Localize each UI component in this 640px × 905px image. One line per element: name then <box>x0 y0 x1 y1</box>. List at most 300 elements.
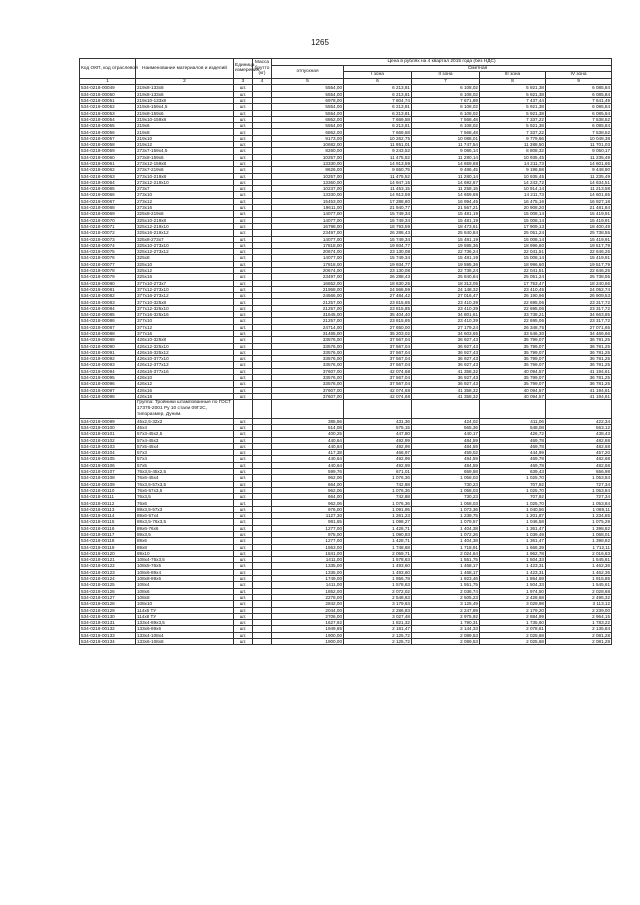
okp-code-cell: 534-0218-00125 <box>80 582 136 588</box>
item-name-cell: 273х10 <box>136 192 234 198</box>
zone4-price-cell: 7 538,52 <box>546 116 612 122</box>
zone2-price-cell: 11 747,54 <box>412 142 480 148</box>
unit-cell: шт. <box>234 437 253 443</box>
zone3-price-cell: 15 008,14 <box>480 236 546 242</box>
zone2-price-cell: 1 079,57 <box>412 519 480 525</box>
unit-cell: шт. <box>234 293 253 299</box>
okp-code-cell: 534-0218-00122 <box>80 563 136 569</box>
item-name-cell: 325х10-219х8 <box>136 217 234 223</box>
okp-code-cell: 534-0218-00078 <box>80 267 136 273</box>
col-number: 2 <box>136 78 234 85</box>
unit-cell: шт. <box>234 255 253 261</box>
okp-code-cell: 534-0218-00119 <box>80 544 136 550</box>
zone4-price-cell: 1 462,36 <box>546 569 612 575</box>
zone1-price-cell: 37 567,04 <box>344 356 412 362</box>
okp-code-cell: 534-0218-00092 <box>80 356 136 362</box>
zone1-price-cell: 17 288,80 <box>344 198 412 204</box>
zone3-price-cell: 1 504,33 <box>480 557 546 563</box>
zone1-price-cell: 1 956,78 <box>344 576 412 582</box>
zone4-price-cell: 11 235,49 <box>546 173 612 179</box>
release-price-cell: 440,64 <box>272 443 344 449</box>
zone4-price-cell: 11 235,49 <box>546 154 612 160</box>
unit-cell: шт. <box>234 198 253 204</box>
okp-code-cell: 534-0218-00059 <box>80 148 136 154</box>
zone4-price-cell: 2 239,00 <box>546 607 612 613</box>
zone4-price-cell: 1 545,61 <box>546 582 612 588</box>
okp-code-cell: 534-0218-00094 <box>80 368 136 374</box>
unit-cell: шт. <box>234 468 253 474</box>
unit-cell: шт. <box>234 274 253 280</box>
zone2-price-cell: 21 567,21 <box>412 205 480 211</box>
zone2-price-cell: 23 410,39 <box>412 305 480 311</box>
zone2-price-cell: 1 551,75 <box>412 582 480 588</box>
table-header <box>80 59 612 85</box>
zone1-price-cell: 26 288,43 <box>344 230 412 236</box>
zone4-price-cell: 1 075,29 <box>546 519 612 525</box>
zone4-price-cell: 21 481,84 <box>546 205 612 211</box>
zone2-price-cell: 3 125,49 <box>412 601 480 607</box>
zone1-price-cell: 35 404,40 <box>344 312 412 318</box>
release-price-cell: 19611,00 <box>272 205 344 211</box>
release-price-cell: 385,56 <box>272 418 344 424</box>
release-price-cell: 1627,92 <box>272 620 344 626</box>
okp-code-cell: 534-0218-00067 <box>80 198 136 204</box>
release-price-cell: 33576,00 <box>272 375 344 381</box>
unit-cell: шт. <box>234 538 253 544</box>
item-name-cell: 76х3,5-45х2,5 <box>136 468 234 474</box>
item-name-cell: 273х16 <box>136 205 234 211</box>
item-name-cell: 377х10 <box>136 318 234 324</box>
item-name-cell: 273х7 <box>136 186 234 192</box>
okp-code-cell: 534-0218-00112 <box>80 500 136 506</box>
zone3-price-cell: 2 179,20 <box>480 607 546 613</box>
unit-cell: шт. <box>234 519 253 525</box>
zone2-price-cell: 484,59 <box>412 443 480 449</box>
zone3-price-cell: 9 779,66 <box>480 135 546 141</box>
zone3-price-cell: 26 348,75 <box>480 324 546 330</box>
release-price-cell: 33576,00 <box>272 356 344 362</box>
release-price-cell: 10237,00 <box>272 186 344 192</box>
zone2-price-cell: 36 927,43 <box>412 381 480 387</box>
item-name-cell: 219х12 <box>136 142 234 148</box>
unit-cell: шт. <box>234 582 253 588</box>
release-price-cell: 440,64 <box>272 437 344 443</box>
zone4-price-cell: 1 462,36 <box>546 563 612 569</box>
okp-code-cell: 534-0218-00104 <box>80 450 136 456</box>
zone2-price-cell: 7 671,89 <box>412 97 480 103</box>
zone4-price-cell: 36 781,25 <box>546 375 612 381</box>
item-name-cell: 219х10-133х8 <box>136 97 234 103</box>
okp-code-cell: 534-0218-00121 <box>80 557 136 563</box>
zone1-price-cell: 11 453,15 <box>344 186 412 192</box>
unit-cell: шт. <box>234 217 253 223</box>
zone4-price-cell: 22 646,25 <box>546 249 612 255</box>
okp-code-cell: 534-0218-00113 <box>80 506 136 512</box>
release-price-cell: 21257,00 <box>272 318 344 324</box>
okp-code-cell: 534-0218-00109 <box>80 481 136 487</box>
okp-code-cell: 534-0218-00065 <box>80 186 136 192</box>
release-price-cell: 1335,00 <box>272 569 344 575</box>
item-name-cell: 219х6-159х4,5 <box>136 104 234 110</box>
group-section <box>80 400 612 418</box>
zone2-price-cell: 1 404,38 <box>412 525 480 531</box>
zone2-price-cell: 2 144,33 <box>412 626 480 632</box>
zone3-price-cell: 444,99 <box>480 450 546 456</box>
zone3-price-cell: 35 799,07 <box>480 375 546 381</box>
unit-cell: шт. <box>234 160 253 166</box>
zone2-price-cell: 440,17 <box>412 431 480 437</box>
zone4-price-cell: 6 085,84 <box>546 123 612 129</box>
zone4-price-cell: 482,68 <box>546 437 612 443</box>
zone3-price-cell: 1 974,50 <box>480 588 546 594</box>
zone3-price-cell: 2 078,81 <box>480 626 546 632</box>
zone1-price-cell: 42 074,68 <box>344 368 412 374</box>
zone1-price-cell: 15 749,34 <box>344 217 412 223</box>
unit-cell: шт. <box>234 97 253 103</box>
item-name-cell: 273х7-219х6 <box>136 167 234 173</box>
zone3-price-cell: 33 738,21 <box>480 312 546 318</box>
zone1-price-cell: 466,97 <box>344 450 412 456</box>
release-price-cell: 1900,00 <box>272 639 344 645</box>
release-price-cell: 14077,00 <box>272 255 344 261</box>
zone1-price-cell: 21 940,77 <box>344 205 412 211</box>
okp-code-cell: 534-0218-00075 <box>80 249 136 255</box>
zone3-price-cell: 2 884,99 <box>480 613 546 619</box>
okp-code-cell: 534-0218-00077 <box>80 261 136 267</box>
zone2-price-cell: 7 568,48 <box>412 129 480 135</box>
zone3-price-cell: 23 410,45 <box>480 286 546 292</box>
zone2-price-cell: 36 927,43 <box>412 349 480 355</box>
zone2-price-cell: 15 481,19 <box>412 255 480 261</box>
release-price-cell: 1900,00 <box>272 632 344 638</box>
item-name-cell: 426х18 <box>136 393 234 399</box>
zone4-price-cell: 457,20 <box>546 450 612 456</box>
zone4-price-cell: 563,12 <box>546 424 612 430</box>
zone3-price-cell: 22 695,06 <box>480 318 546 324</box>
release-price-cell: 417,38 <box>272 450 344 456</box>
zone2-price-cell: 15 481,19 <box>412 236 480 242</box>
zone2-price-cell: 14 659,68 <box>412 192 480 198</box>
zone2-price-cell: 23 410,39 <box>412 299 480 305</box>
zone3-price-cell: 35 799,07 <box>480 343 546 349</box>
okp-code-cell: 534-0218-00114 <box>80 513 136 519</box>
release-price-cell: 17818,00 <box>272 242 344 248</box>
unit-cell: шт. <box>234 236 253 242</box>
zone3-price-cell: 25 051,24 <box>480 274 546 280</box>
zone2-price-cell: 565,36 <box>412 424 480 430</box>
okp-code-cell: 534-0218-00081 <box>80 286 136 292</box>
zone3-price-cell: 20 908,20 <box>480 205 546 211</box>
zone4-price-cell: 23 317,72 <box>546 318 612 324</box>
zone1-price-cell: 2 059,71 <box>344 550 412 556</box>
header-code: Код ОКП, код отраслевой <box>80 59 136 79</box>
okp-code-cell: 534-0218-00131 <box>80 620 136 626</box>
zone3-price-cell: 3 029,98 <box>480 601 546 607</box>
unit-cell: шт. <box>234 443 253 449</box>
unit-cell: шт. <box>234 179 253 185</box>
okp-code-cell: 534-0218-00076 <box>80 255 136 261</box>
zone3-price-cell: 469,78 <box>480 443 546 449</box>
zone3-price-cell: 1 666,39 <box>480 544 546 550</box>
zone3-price-cell: 2 025,68 <box>480 632 546 638</box>
zone3-price-cell: 14 243,72 <box>480 179 546 185</box>
unit-cell: шт. <box>234 91 253 97</box>
release-price-cell: 962,06 <box>272 475 344 481</box>
zone3-price-cell: 1 423,31 <box>480 563 546 569</box>
zone4-price-cell: 6 085,84 <box>546 110 612 116</box>
unit-cell: шт. <box>234 487 253 493</box>
item-name-cell: 325х16 <box>136 274 234 280</box>
zone2-price-cell: 2 024,64 <box>412 550 480 556</box>
zone3-price-cell: 707,92 <box>480 481 546 487</box>
unit-cell: шт. <box>234 588 253 594</box>
okp-code-cell: 534-0218-00120 <box>80 550 136 556</box>
zone1-price-cell: 1 090,83 <box>344 531 412 537</box>
zone1-price-cell: 575,15 <box>344 424 412 430</box>
okp-code-cell: 534-0218-00115 <box>80 519 136 525</box>
zone3-price-cell: 15 008,14 <box>480 211 546 217</box>
unit-cell: шт. <box>234 249 253 255</box>
zone2-price-cell: 1 073,36 <box>412 506 480 512</box>
zone3-price-cell: 35 799,07 <box>480 349 546 355</box>
zone2-price-cell: 1 790,31 <box>412 620 480 626</box>
zone2-price-cell: 27 179,24 <box>412 324 480 330</box>
zone2-price-cell: 9 486,45 <box>412 167 480 173</box>
zone3-price-cell: 15 008,14 <box>480 217 546 223</box>
release-price-cell: 33576,00 <box>272 349 344 355</box>
zone3-price-cell: 8 808,32 <box>480 148 546 154</box>
item-name-cell: 76х6-45х4 <box>136 475 234 481</box>
header-release: отпускная <box>272 65 344 78</box>
okp-code-cell: 534-0218-00058 <box>80 142 136 148</box>
unit-cell: шт. <box>234 450 253 456</box>
zone1-price-cell: 2 072,02 <box>344 588 412 594</box>
unit-cell: шт. <box>234 343 253 349</box>
zone2-price-cell: 41 358,32 <box>412 393 480 399</box>
zone2-price-cell: 27 016,47 <box>412 293 480 299</box>
zone1-price-cell: 492,99 <box>344 437 412 443</box>
zone1-price-cell: 6 213,81 <box>344 110 412 116</box>
okp-code-cell: 534-0218-00051 <box>80 97 136 103</box>
unit-cell: шт. <box>234 186 253 192</box>
zone4-price-cell: 36 781,25 <box>546 381 612 387</box>
zone1-price-cell: 1 076,36 <box>344 475 412 481</box>
zone2-price-cell: 459,02 <box>412 450 480 456</box>
zone1-price-cell: 1 578,63 <box>344 557 412 563</box>
okp-code-cell: 534-0218-00097 <box>80 387 136 393</box>
zone1-price-cell: 492,99 <box>344 443 412 449</box>
release-price-cell: 1411,00 <box>272 582 344 588</box>
unit-cell: шт. <box>234 356 253 362</box>
zone3-price-cell: 14 211,73 <box>480 192 546 198</box>
item-name-cell: 89х3,5 <box>136 531 234 537</box>
zone1-price-cell: 23 130,08 <box>344 249 412 255</box>
zone2-price-cell: 11 258,15 <box>412 186 480 192</box>
zone1-price-cell: 7 804,74 <box>344 97 412 103</box>
zone3-price-cell: 16 475,16 <box>480 198 546 204</box>
item-name-cell: 273х12-219х10 <box>136 179 234 185</box>
zone3-price-cell: 1 201,87 <box>480 513 546 519</box>
item-name-cell: 377х16-273х12 <box>136 293 234 299</box>
unit-cell: шт. <box>234 601 253 607</box>
item-name-cell: 426х10 <box>136 375 234 381</box>
zone4-price-cell: 41 194,61 <box>546 368 612 374</box>
release-price-cell: 24566,00 <box>272 293 344 299</box>
unit-cell: шт. <box>234 607 253 613</box>
table-row <box>80 639 612 645</box>
zone4-price-cell: 27 071,65 <box>546 324 612 330</box>
zone3-price-cell: 7 437,44 <box>480 97 546 103</box>
zone2-price-cell: 2 089,53 <box>412 639 480 645</box>
zone3-price-cell: 5 921,38 <box>480 104 546 110</box>
unit-cell: шт. <box>234 110 253 116</box>
item-name-cell: 108х6 <box>136 588 234 594</box>
zone4-price-cell: 9 050,17 <box>546 148 612 154</box>
release-price-cell: 2044,00 <box>272 607 344 613</box>
item-name-cell: 108х6-89х4 <box>136 569 234 575</box>
zone2-price-cell: 1 239,75 <box>412 513 480 519</box>
okp-code-cell: 534-0218-00073 <box>80 236 136 242</box>
item-name-cell: 108х4-76х3,5 <box>136 557 234 563</box>
unit-cell: шт. <box>234 85 253 91</box>
release-price-cell: 962,06 <box>272 487 344 493</box>
zone2-price-cell: 22 736,24 <box>412 267 480 273</box>
release-price-cell: 599,76 <box>272 468 344 474</box>
zone3-price-cell: 7 337,22 <box>480 116 546 122</box>
release-price-cell: 10682,00 <box>272 142 344 148</box>
item-name-cell: 377х12 <box>136 324 234 330</box>
zone4-price-cell: 36 781,25 <box>546 362 612 368</box>
zone3-price-cell: 469,78 <box>480 456 546 462</box>
unit-cell: шт. <box>234 462 253 468</box>
zone4-price-cell: 14 601,65 <box>546 160 612 166</box>
zone2-price-cell: 15 481,19 <box>412 217 480 223</box>
zone1-price-cell: 18 793,59 <box>344 223 412 229</box>
header-zone-1: I зона <box>344 72 412 79</box>
zone4-price-cell: 2 495,32 <box>546 594 612 600</box>
unit-cell: шт. <box>234 418 253 424</box>
okp-code-cell: 534-0218-00127 <box>80 594 136 600</box>
zone1-price-cell: 19 934,77 <box>344 261 412 267</box>
unit-cell: шт. <box>234 192 253 198</box>
zone3-price-cell: 17 753,47 <box>480 280 546 286</box>
unit-cell: шт. <box>234 431 253 437</box>
item-name-cell: 133х6-89х6 <box>136 626 234 632</box>
zone3-price-cell: 5 921,38 <box>480 85 546 91</box>
zone4-price-cell: 2 135,84 <box>546 626 612 632</box>
okp-code-cell: 534-0218-00053 <box>80 110 136 116</box>
item-name-cell: 426х12-377х12 <box>136 362 234 368</box>
zone2-price-cell: 1 404,38 <box>412 538 480 544</box>
item-name-cell: 45х2,5-32х2 <box>136 418 234 424</box>
zone4-price-cell: 23 317,72 <box>546 305 612 311</box>
zone4-price-cell: 36 781,25 <box>546 343 612 349</box>
item-name-cell: 377х16 <box>136 330 234 336</box>
item-name-cell: 108х8-89х6 <box>136 576 234 582</box>
zone1-price-cell: 37 567,04 <box>344 375 412 381</box>
zone3-price-cell: 426,72 <box>480 431 546 437</box>
release-price-cell: 10257,00 <box>272 154 344 160</box>
zone3-price-cell: 639,43 <box>480 468 546 474</box>
zone4-price-cell: 41 194,61 <box>546 393 612 399</box>
zone4-price-cell: 36 781,25 <box>546 349 612 355</box>
zone2-price-cell: 41 358,32 <box>412 387 480 393</box>
group-row <box>80 400 612 418</box>
item-name-cell: 273х10-219х8 <box>136 173 234 179</box>
item-name-cell: 114х6 ТУ <box>136 607 234 613</box>
zone4-price-cell: 482,68 <box>546 456 612 462</box>
zone3-price-cell: 40 094,57 <box>480 368 546 374</box>
zone3-price-cell: 18 996,60 <box>480 242 546 248</box>
okp-code-cell: 534-0218-00098 <box>80 393 136 399</box>
okp-code-cell: 534-0218-00110 <box>80 487 136 493</box>
col-number: 5 <box>272 78 344 85</box>
zone3-price-cell: 22 041,51 <box>480 267 546 273</box>
okp-code-cell: 534-0218-00063 <box>80 173 136 179</box>
zone1-price-cell: 24 566,59 <box>344 286 412 292</box>
okp-code-cell: 534-0218-00074 <box>80 242 136 248</box>
unit-cell: шт. <box>234 531 253 537</box>
zone1-price-cell: 35 203,02 <box>344 330 412 336</box>
release-price-cell: 37607,00 <box>272 368 344 374</box>
item-name-cell: 273х12 <box>136 198 234 204</box>
release-price-cell: 13360,00 <box>272 179 344 185</box>
release-price-cell: 962,06 <box>272 500 344 506</box>
zone3-price-cell: 1 025,70 <box>480 487 546 493</box>
release-price-cell: 440,64 <box>272 456 344 462</box>
zone1-price-cell: 42 074,68 <box>344 393 412 399</box>
zone2-price-cell: 25 840,84 <box>412 230 480 236</box>
release-price-cell: 33576,00 <box>272 343 344 349</box>
okp-code-cell: 534-0218-00132 <box>80 626 136 632</box>
release-price-cell: 1277,00 <box>272 525 344 531</box>
price-table <box>79 58 612 645</box>
zone3-price-cell: 469,78 <box>480 437 546 443</box>
item-name-cell: 219х6 <box>136 123 234 129</box>
unit-cell: шт. <box>234 349 253 355</box>
item-name-cell: 377х12-325х10 <box>136 305 234 311</box>
zone1-price-cell: 1 091,95 <box>344 506 412 512</box>
zone4-price-cell: 1 053,84 <box>546 475 612 481</box>
zone2-price-cell: 659,58 <box>412 468 480 474</box>
item-name-cell: 89х10 <box>136 550 234 556</box>
item-name-cell: 219х10 <box>136 135 234 141</box>
okp-code-cell: 534-0218-00057 <box>80 135 136 141</box>
unit-cell: шт. <box>234 569 253 575</box>
item-name-cell: 57х3 <box>136 450 234 456</box>
zone2-price-cell: 2 247,89 <box>412 607 480 613</box>
zone1-price-cell: 3 179,63 <box>344 601 412 607</box>
item-name-cell: 377х10-273х7 <box>136 280 234 286</box>
unit-cell: шт. <box>234 230 253 236</box>
okp-code-cell: 534-0218-00060 <box>80 154 136 160</box>
zone1-price-cell: 2 286,83 <box>344 607 412 613</box>
zone1-price-cell: 742,88 <box>344 494 412 500</box>
okp-code-cell: 534-0218-00111 <box>80 494 136 500</box>
release-price-cell: 1852,00 <box>272 588 344 594</box>
unit-cell: шт. <box>234 513 253 519</box>
unit-cell: шт. <box>234 135 253 141</box>
zone3-price-cell: 1 039,49 <box>480 531 546 537</box>
zone1-price-cell: 1 578,63 <box>344 582 412 588</box>
zone1-price-cell: 7 669,58 <box>344 129 412 135</box>
item-name-cell: 57х5-45х4 <box>136 443 234 449</box>
zone1-price-cell: 492,99 <box>344 462 412 468</box>
zone2-price-cell: 41 358,32 <box>412 368 480 374</box>
okp-code-cell: 534-0218-00093 <box>80 362 136 368</box>
okp-code-cell: 534-0218-00095 <box>80 375 136 381</box>
unit-cell: шт. <box>234 167 253 173</box>
